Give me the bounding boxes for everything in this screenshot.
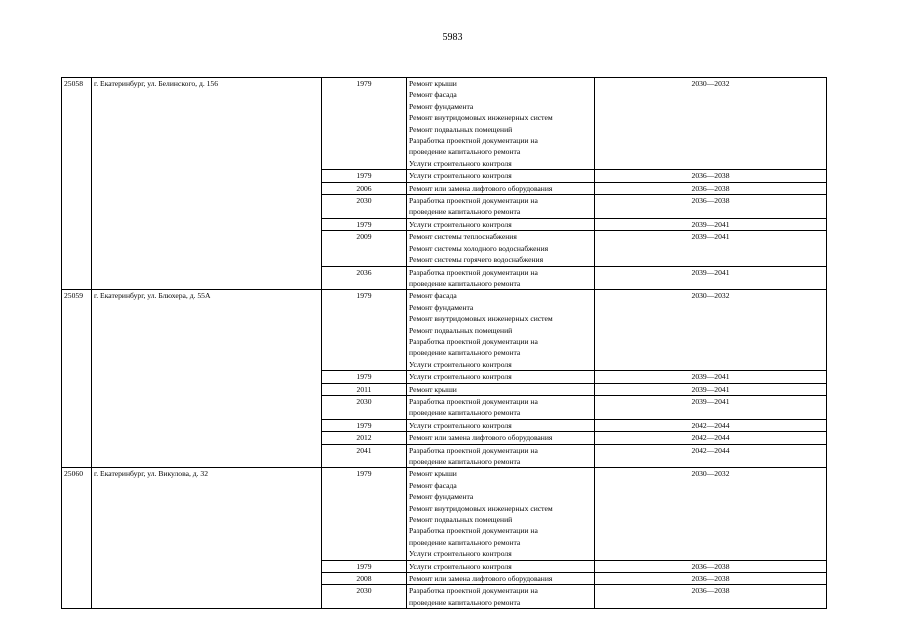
planned-period-cell: 2039—2041 bbox=[595, 218, 827, 230]
planned-period-cell: 2030—2032 bbox=[595, 78, 827, 170]
repair-work-item: Ремонт системы холодного водоснабжения bbox=[409, 243, 549, 253]
last-repair-year-cell: 2006 bbox=[322, 182, 407, 194]
repair-work-item: Ремонт крыши bbox=[409, 79, 457, 88]
repair-work-item: проведение капитального ремонта bbox=[409, 457, 521, 466]
repair-works-cell bbox=[407, 290, 595, 371]
repair-work-item: Ремонт фасада bbox=[409, 90, 457, 100]
planned-period-cell: 2036—2038 bbox=[595, 560, 827, 572]
repair-works-cell bbox=[407, 573, 595, 585]
last-repair-year-cell: 2011 bbox=[322, 383, 407, 395]
repair-work-item: Услуги строительного контроля bbox=[409, 219, 512, 229]
table-row bbox=[62, 290, 827, 371]
repair-work-item: проведение капитального ремонта bbox=[409, 207, 521, 217]
repair-works-cell bbox=[407, 371, 595, 383]
planned-period-cell: 2039—2041 bbox=[595, 231, 827, 266]
repair-work-item: проведение капитального ремонта bbox=[409, 278, 521, 288]
repair-work-item: Разработка проектной документации на bbox=[409, 396, 538, 406]
planned-period-cell: 2036—2038 bbox=[595, 182, 827, 194]
last-repair-year-cell: 2041 bbox=[322, 444, 407, 468]
last-repair-year-cell: 2030 bbox=[322, 195, 407, 219]
planned-period-cell: 2036—2038 bbox=[595, 585, 827, 609]
repair-work-item: проведение капитального ремонта bbox=[409, 537, 521, 547]
repair-work-item: Услуги строительного контроля bbox=[409, 359, 512, 369]
repair-work-item: Ремонт фасада bbox=[409, 480, 457, 490]
planned-period-cell: 2030—2032 bbox=[595, 290, 827, 371]
planned-period-cell: 2039—2041 bbox=[595, 266, 827, 290]
house-id-cell: 25059 bbox=[62, 290, 92, 468]
repair-works-cell bbox=[407, 585, 595, 609]
planned-period-cell: 2039—2041 bbox=[595, 383, 827, 395]
last-repair-year-cell: 1979 bbox=[322, 290, 407, 371]
repair-work-item: Ремонт подвальных помещений bbox=[409, 325, 513, 335]
page-number: 5983 bbox=[442, 32, 463, 43]
last-repair-year-cell: 1979 bbox=[322, 170, 407, 182]
repair-work-item: Разработка проектной документации на bbox=[409, 445, 538, 455]
table-body bbox=[62, 78, 827, 609]
repair-work-item: проведение капитального ремонта bbox=[409, 597, 521, 607]
house-id-cell: 25058 bbox=[62, 78, 92, 290]
repair-work-item: Разработка проектной документации на bbox=[409, 196, 538, 206]
repair-work-item: Разработка проектной документации на bbox=[409, 586, 538, 596]
repair-work-item: Ремонт внутридомовых инженерных систем bbox=[409, 113, 553, 123]
repair-works-cell bbox=[407, 444, 595, 468]
repair-works-cell bbox=[407, 560, 595, 572]
last-repair-year-cell: 2008 bbox=[322, 573, 407, 585]
repair-works-cell bbox=[407, 419, 595, 431]
repair-works-cell bbox=[407, 383, 595, 395]
house-id-cell: 25060 bbox=[62, 468, 92, 609]
last-repair-year-cell: 1979 bbox=[322, 78, 407, 170]
planned-period-cell: 2036—2038 bbox=[595, 170, 827, 182]
repair-work-item: Ремонт или замена лифтового оборудования bbox=[409, 433, 553, 443]
planned-period-cell: 2042—2044 bbox=[595, 444, 827, 468]
repair-work-item: Разработка проектной документации на bbox=[409, 526, 538, 536]
repair-works-cell bbox=[407, 266, 595, 290]
repair-work-item: Ремонт подвальных помещений bbox=[409, 124, 513, 134]
last-repair-year-cell: 1979 bbox=[322, 468, 407, 560]
repair-work-item: Услуги строительного контроля bbox=[409, 158, 512, 168]
repair-work-item: Разработка проектной документации на bbox=[409, 336, 538, 346]
repair-works-cell bbox=[407, 231, 595, 266]
last-repair-year-cell: 2036 bbox=[322, 266, 407, 290]
repair-works-cell bbox=[407, 218, 595, 230]
house-address-cell: г. Екатеринбург, ул. Блюхера, д. 55А bbox=[92, 290, 322, 468]
last-repair-year-cell: 2009 bbox=[322, 231, 407, 266]
planned-period-cell: 2039—2041 bbox=[595, 371, 827, 383]
table-row bbox=[62, 468, 827, 560]
repair-work-item: Ремонт фундамента bbox=[409, 302, 474, 312]
planned-period-cell: 2042—2044 bbox=[595, 419, 827, 431]
planned-period-cell: 2030—2032 bbox=[595, 468, 827, 560]
repair-work-item: Услуги строительного контроля bbox=[409, 171, 512, 181]
repair-work-item: Ремонт внутридомовых инженерных систем bbox=[409, 314, 553, 324]
planned-period-cell: 2036—2038 bbox=[595, 195, 827, 219]
repair-works-cell bbox=[407, 182, 595, 194]
repair-work-item: проведение капитального ремонта bbox=[409, 348, 521, 358]
repair-work-item: Разработка проектной документации на bbox=[409, 136, 538, 146]
repair-works-cell bbox=[407, 468, 595, 560]
repair-work-item: Ремонт системы горячего водоснабжения bbox=[409, 255, 544, 265]
repair-work-item: Услуги строительного контроля bbox=[409, 561, 512, 571]
capital-repair-table bbox=[61, 77, 827, 609]
repair-works-cell bbox=[407, 78, 595, 170]
repair-work-item: Услуги строительного контроля bbox=[409, 549, 512, 559]
last-repair-year-cell: 1979 bbox=[322, 218, 407, 230]
repair-work-item: Разработка проектной документации на bbox=[409, 267, 538, 277]
planned-period-cell: 2036—2038 bbox=[595, 573, 827, 585]
last-repair-year-cell: 2012 bbox=[322, 432, 407, 444]
repair-works-cell bbox=[407, 432, 595, 444]
repair-works-cell bbox=[407, 195, 595, 219]
repair-work-item: Услуги строительного контроля bbox=[409, 372, 512, 382]
repair-work-item: Ремонт или замена лифтового оборудования bbox=[409, 574, 553, 584]
repair-work-item: Ремонт крыши bbox=[409, 469, 457, 479]
planned-period-cell: 2039—2041 bbox=[595, 395, 827, 419]
house-address-cell: г. Екатеринбург, ул. Викулова, д. 32 bbox=[92, 468, 322, 609]
house-address-cell: г. Екатеринбург, ул. Белинского, д. 156 bbox=[92, 78, 322, 290]
repair-works-cell bbox=[407, 395, 595, 419]
repair-work-item: Ремонт фундамента bbox=[409, 101, 474, 111]
repair-work-item: проведение капитального ремонта bbox=[409, 408, 521, 418]
repair-work-item: Ремонт или замена лифтового оборудования bbox=[409, 183, 553, 193]
repair-work-item: Услуги строительного контроля bbox=[409, 420, 512, 430]
planned-period-cell: 2042—2044 bbox=[595, 432, 827, 444]
repair-work-item: Ремонт внутридомовых инженерных систем bbox=[409, 503, 553, 513]
repair-work-item: проведение капитального ремонта bbox=[409, 147, 521, 157]
last-repair-year-cell: 1979 bbox=[322, 371, 407, 383]
last-repair-year-cell: 1979 bbox=[322, 560, 407, 572]
last-repair-year-cell: 2030 bbox=[322, 395, 407, 419]
repair-work-item: Ремонт фундамента bbox=[409, 492, 474, 502]
repair-work-item: Ремонт системы теплоснабжения bbox=[409, 232, 517, 242]
last-repair-year-cell: 2030 bbox=[322, 585, 407, 609]
last-repair-year-cell: 1979 bbox=[322, 419, 407, 431]
repair-work-item: Ремонт фасада bbox=[409, 291, 457, 301]
repair-work-item: Ремонт подвальных помещений bbox=[409, 515, 513, 525]
table-row bbox=[62, 78, 827, 170]
repair-works-cell bbox=[407, 170, 595, 182]
repair-work-item: Ремонт крыши bbox=[409, 384, 457, 394]
